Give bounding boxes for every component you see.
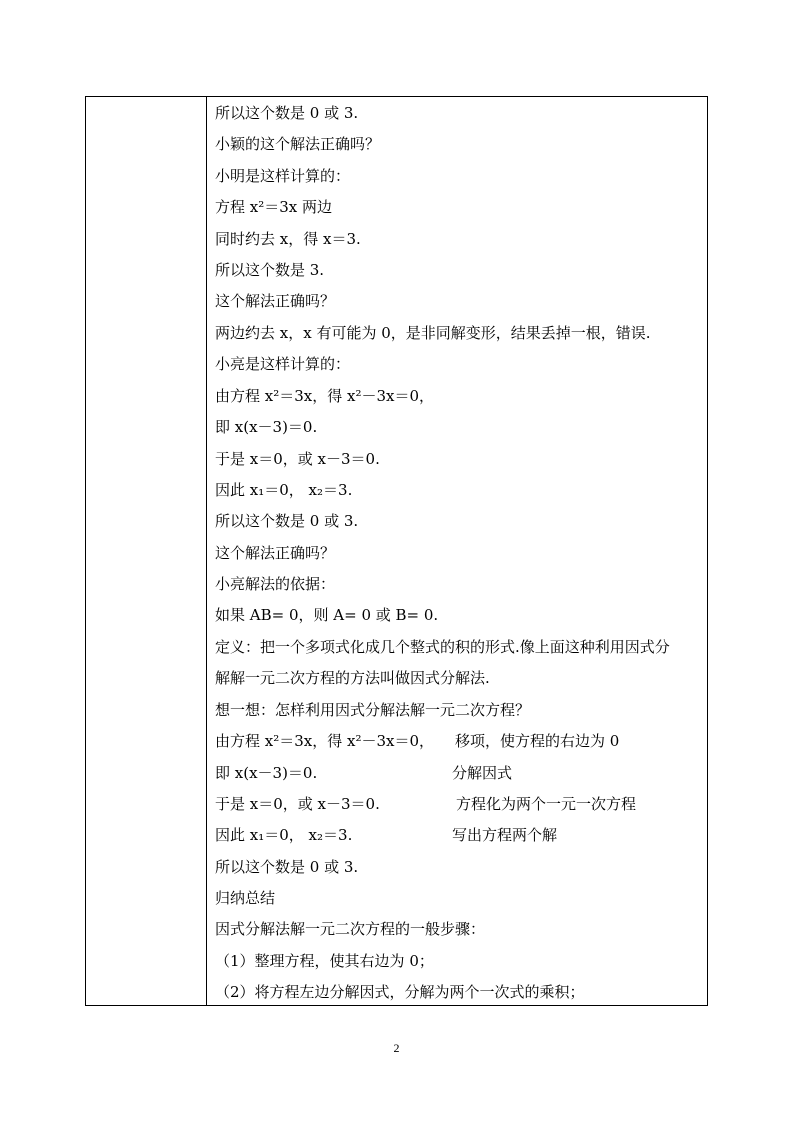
text-line: 因此 x₁＝0， x₂＝3. <box>215 481 353 499</box>
text-line: 于是 x＝0，或 x－3＝0. <box>215 795 380 813</box>
text-line: 归纳总结 <box>215 889 276 907</box>
text-line: 小亮是这样计算的： <box>215 355 351 373</box>
table-frame <box>85 96 708 1006</box>
text-line: （1）整理方程，使其右边为 0； <box>215 952 434 970</box>
text-line: 解解一元二次方程的方法叫做因式分解法. <box>215 669 490 687</box>
text-line: 因式分解法解一元二次方程的一般步骤： <box>215 920 486 938</box>
text-line: 定义：把一个多项式化成几个整式的积的形式.像上面这种利用因式分 <box>215 638 670 656</box>
text-line: 小明是这样计算的： <box>215 167 351 185</box>
step-note: 写出方程两个解 <box>452 826 558 844</box>
page-number: 2 <box>393 1041 400 1055</box>
text-line: 所以这个数是 0 或 3. <box>215 104 359 122</box>
step-note: 移项，使方程的右边为 0 <box>455 732 620 750</box>
text-line: 小颖的这个解法正确吗？ <box>215 135 381 153</box>
text-line: 所以这个数是 0 或 3. <box>215 858 359 876</box>
text-line: 这个解法正确吗？ <box>215 544 336 562</box>
text-line: （2）将方程左边分解因式，分解为两个一次式的乘积； <box>215 983 585 1001</box>
text-line: 即 x(x－3)＝0. <box>215 764 318 782</box>
text-line: 两边约去 x，x 有可能为 0，是非同解变形，结果丢掉一根，错误. <box>215 324 651 342</box>
text-line: 小亮解法的依据： <box>215 575 336 593</box>
column-divider <box>206 97 207 1005</box>
text-line: 想一想：怎样利用因式分解法解一元二次方程？ <box>215 701 531 719</box>
text-line: 所以这个数是 0 或 3. <box>215 512 359 530</box>
text-line: 即 x(x－3)＝0. <box>215 418 318 436</box>
text-line: 同时约去 x，得 x＝3. <box>215 230 361 248</box>
step-note: 方程化为两个一元一次方程 <box>456 795 637 813</box>
text-line: 由方程 x²＝3x，得 x²－3x＝0， <box>215 732 435 750</box>
text-line: 方程 x²＝3x 两边 <box>215 198 333 216</box>
text-line: 这个解法正确吗？ <box>215 292 336 310</box>
text-line: 由方程 x²＝3x，得 x²－3x＝0， <box>215 387 435 405</box>
text-line: 如果 AB= 0，则 A= 0 或 B= 0. <box>215 606 439 624</box>
text-line: 所以这个数是 3. <box>215 261 325 279</box>
text-line: 因此 x₁＝0， x₂＝3. <box>215 826 353 844</box>
step-note: 分解因式 <box>452 764 513 782</box>
text-line: 于是 x＝0，或 x－3＝0. <box>215 450 380 468</box>
